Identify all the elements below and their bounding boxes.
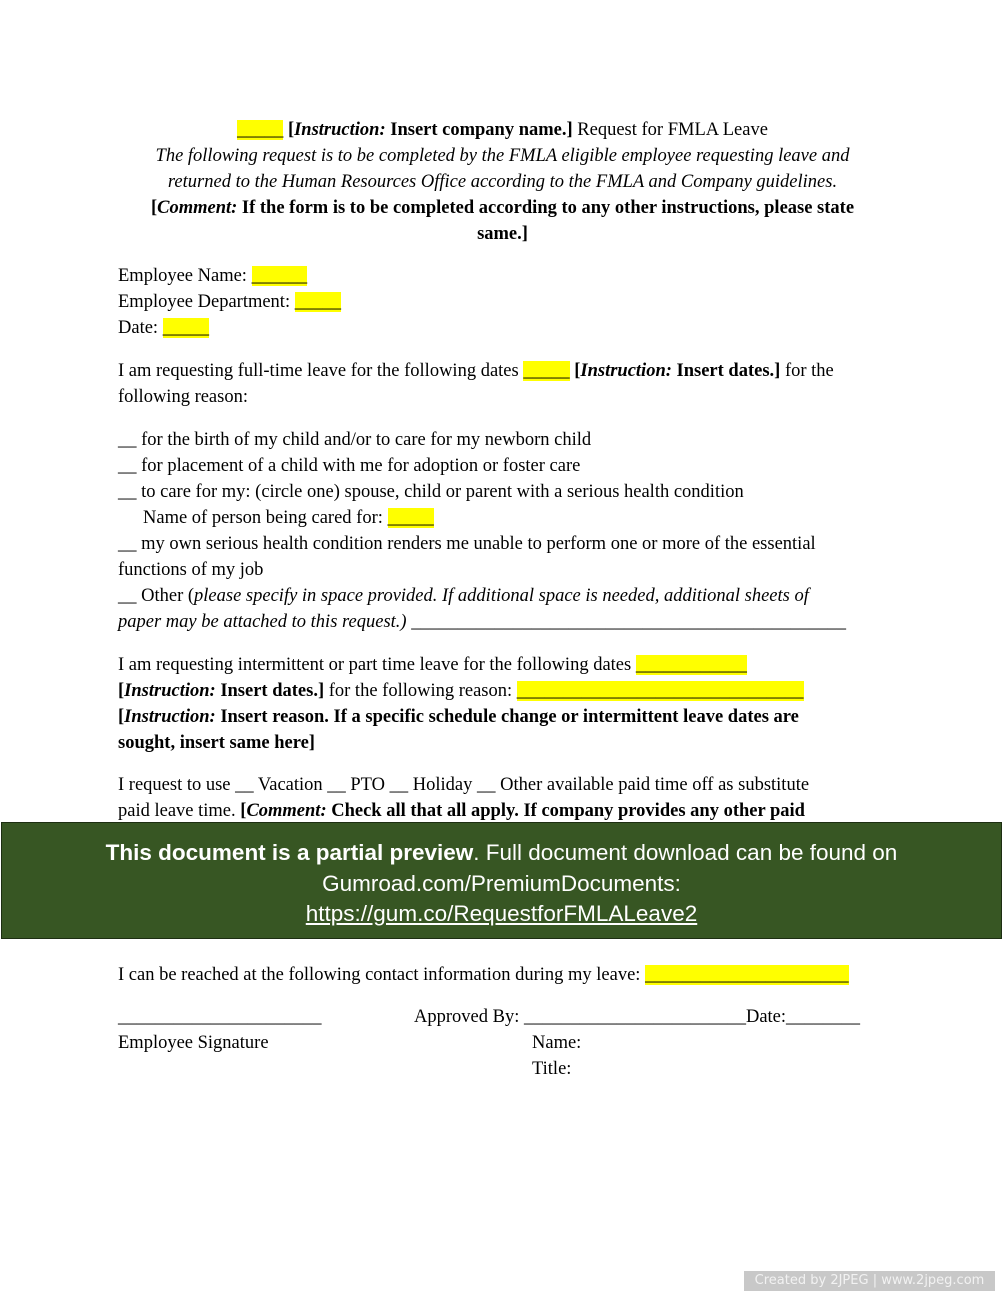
intermittent-dates-blank[interactable]: ____________ (635, 655, 747, 675)
contact-label: I can be reached at the following contact information during my leave: (118, 965, 646, 985)
fulltime-text-2: following reason: (118, 387, 248, 407)
comment-end: same.] (477, 224, 528, 244)
reason-other-note: please specify in space provided. If additional space is needed, additional sheets of (194, 586, 809, 606)
approver-name-label: Name: (532, 1033, 582, 1053)
department-label: Employee Department: (118, 292, 295, 312)
signature-label: Employee Signature (118, 1033, 269, 1053)
watermark: Created by 2JPEG | www.2jpeg.com (744, 1271, 995, 1291)
reason-other: __ Other ( (118, 586, 195, 606)
employee-name-row (118, 265, 307, 287)
title-text: Request for FMLA Leave (572, 120, 768, 140)
bracket: [ (118, 681, 125, 701)
fulltime-text-end: for the (780, 361, 834, 381)
employee-name-blank[interactable]: ______ (251, 266, 308, 286)
intro-line-2: returned to the Human Resources Office according to the FMLA and Company guidelines. (167, 172, 838, 192)
instruction-text: Insert reason. If a specific schedule change or intermittent leave dates are (215, 707, 799, 727)
intro-line-1: The following request is to be completed by the FMLA eligible employee requesting leave and (155, 146, 850, 166)
reason-other-note-2: paper may be attached to this request.) (118, 612, 407, 632)
instruction-label: Instruction: (580, 361, 672, 381)
banner-text-2: Gumroad.com/PremiumDocuments: (322, 870, 681, 896)
instruction-label: Instruction: (294, 120, 386, 140)
preview-banner (1, 822, 1002, 939)
instruction-label: Instruction: (124, 681, 216, 701)
reason-placement: __ for placement of a child with me for adoption or foster care (118, 456, 581, 476)
instruction-text: Insert dates.] (215, 681, 325, 701)
employee-name-label: Employee Name: (118, 266, 252, 286)
paid-leave-text-2: paid leave time. (118, 801, 241, 821)
cared-for-blank[interactable]: _____ (387, 508, 434, 528)
comment-text: Check all that all apply. If company provides any other paid (326, 801, 805, 821)
reason-own-health-2: functions of my job (118, 560, 264, 580)
instruction-text-2: sought, insert same here] (118, 733, 315, 753)
document-title (0, 119, 1005, 141)
download-link[interactable]: https://gum.co/RequestforFMLALeave2 (305, 901, 698, 926)
approved-by-line[interactable]: Approved By: ________________________Date:________ (414, 1007, 861, 1027)
approver-title-label: Title: (532, 1059, 572, 1079)
instruction-label: Instruction: (124, 707, 216, 727)
comment-label: Comment: (246, 801, 327, 821)
date-blank[interactable]: _____ (162, 318, 209, 338)
fulltime-text: I am requesting full-time leave for the following dates (118, 361, 524, 381)
instruction-text: Insert company name.] (385, 120, 573, 140)
department-blank[interactable]: _____ (294, 292, 341, 312)
intermittent-reason-blank[interactable]: _______________________________ (516, 681, 804, 701)
department-row (118, 291, 341, 313)
banner-bold-text: This document is a partial preview (105, 840, 474, 865)
bracket: [ (118, 707, 125, 727)
other-reason-line[interactable]: _______________________________________________ (406, 612, 846, 632)
intermittent-reason-label: for the following reason: (324, 681, 517, 701)
intermittent-text: I am requesting intermittent or part time leave for the following dates (118, 655, 636, 675)
contact-blank[interactable]: ______________________ (645, 965, 849, 985)
fulltime-dates-blank[interactable]: _____ (523, 361, 570, 381)
bracket: [ (287, 120, 295, 140)
bracket: [ (569, 361, 581, 381)
signature-line[interactable]: ______________________ (118, 1007, 322, 1027)
date-row (118, 317, 209, 339)
instruction-text: Insert dates.] (671, 361, 781, 381)
cared-for-label: Name of person being cared for: (143, 508, 388, 528)
bracket: [ (240, 801, 247, 821)
date-label: Date: (118, 318, 163, 338)
reason-own-health: __ my own serious health condition renders me unable to perform one or more of the essential (118, 534, 816, 554)
company-name-blank[interactable]: _____ (237, 120, 284, 140)
banner-text: . Full document download can be found on (473, 840, 898, 865)
comment-text: If the form is to be completed according to any other instructions, please state (237, 198, 855, 218)
reason-birth: __ for the birth of my child and/or to care for my newborn child (118, 430, 592, 450)
paid-leave-text: I request to use __ Vacation __ PTO __ Holiday __ Other available paid time off as substitute (118, 775, 810, 795)
bracket: [ (150, 198, 158, 218)
reason-care: __ to care for my: (circle one) spouse, child or parent with a serious health condition (118, 482, 744, 502)
comment-label: Comment: (157, 198, 238, 218)
